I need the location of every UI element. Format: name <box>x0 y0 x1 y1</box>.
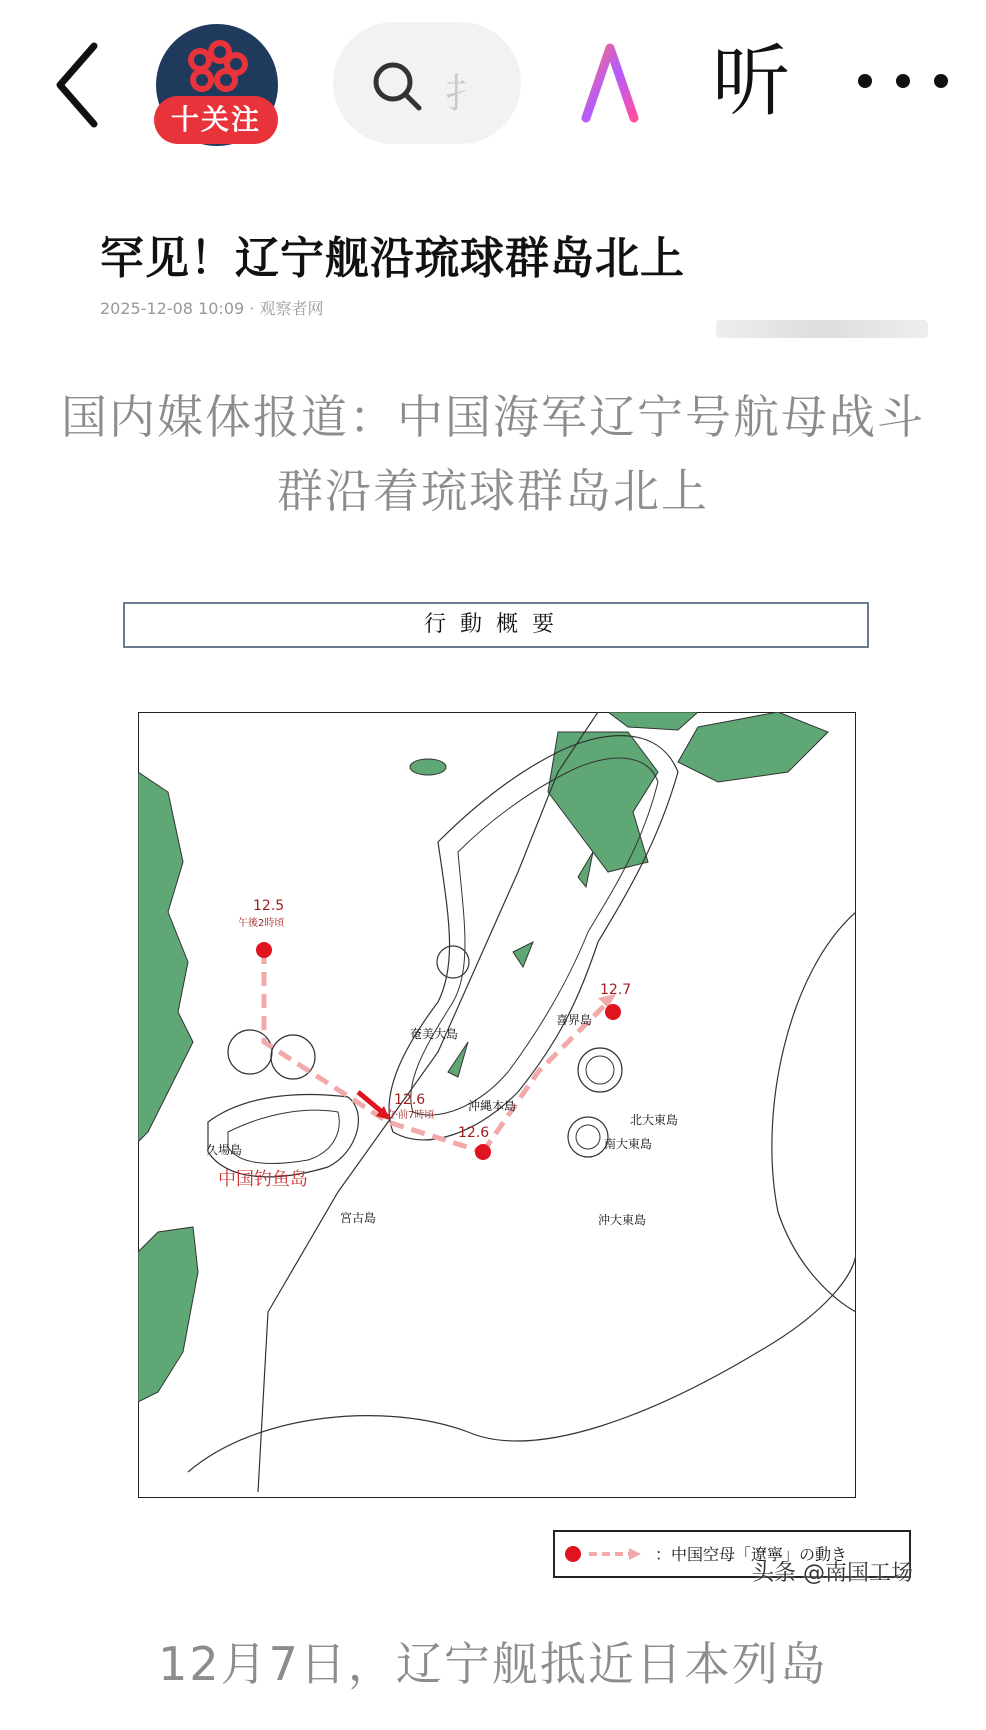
top-bar <box>0 0 986 170</box>
point-note-12-6-a: 午前7時頃 <box>388 1110 435 1121</box>
label-okidaito: 沖大東島 <box>598 1213 647 1227</box>
point-label-12-5: 12.5 <box>253 898 285 914</box>
embedded-article-title: 罕见！辽宁舰沿琉球群岛北上 <box>100 233 685 284</box>
label-diaoyu: 中国钓鱼岛 <box>218 1169 308 1190</box>
more-dot-icon <box>896 74 910 88</box>
chevron-left-icon <box>52 40 112 130</box>
route-map <box>138 712 856 1498</box>
ai-button[interactable] <box>578 38 670 128</box>
route-point-12-5 <box>256 942 272 958</box>
label-okinawa: 沖縄本島 <box>468 1099 517 1113</box>
label-kuba: 久場島 <box>206 1143 243 1157</box>
point-label-12-6-b: 12.6 <box>458 1125 490 1141</box>
listen-button[interactable]: 听 <box>712 37 791 127</box>
search-icon <box>371 60 425 114</box>
label-kikai: 喜界島 <box>556 1013 593 1027</box>
label-amami: 奄美大島 <box>410 1027 459 1041</box>
author-avatar-group[interactable] <box>152 20 282 150</box>
more-dot-icon <box>858 74 872 88</box>
search-placeholder: 扌 <box>445 71 485 117</box>
article-caption: 国内媒体报道：中国海军辽宁号航母战斗群沿着琉球群岛北上 <box>61 390 925 518</box>
route-point-12-6 <box>475 1144 491 1160</box>
embedded-article-meta: 2025-12-08 10:09 · 观察者网 <box>100 299 324 318</box>
legend-text: ：中国空母「遼寧」の動き <box>655 1545 848 1564</box>
point-label-12-7: 12.7 <box>600 982 632 998</box>
more-button[interactable] <box>858 62 958 102</box>
route-point-12-7 <box>605 1004 621 1020</box>
label-minamidaito: 南大東島 <box>604 1137 653 1151</box>
more-dot-icon <box>934 74 948 88</box>
legend-route-icon <box>555 1532 651 1576</box>
search-input[interactable] <box>333 22 521 144</box>
ai-icon <box>578 38 670 128</box>
bottom-caption: 12月7日，辽宁舰抵近日本列岛 <box>158 1637 828 1691</box>
point-label-12-6-a: 12.6 <box>394 1092 426 1108</box>
watermark: 头条 @南国工场 <box>752 1561 913 1586</box>
point-note-12-5: 午後2時頃 <box>238 918 285 929</box>
back-button[interactable] <box>52 40 112 130</box>
follow-button[interactable]: 十关注 <box>154 96 278 144</box>
blurred-region <box>716 320 928 338</box>
label-kitadaito: 北大東島 <box>630 1113 679 1127</box>
label-miyako: 宮古島 <box>340 1211 377 1225</box>
map-panel-header: 行動概要 <box>123 602 869 648</box>
